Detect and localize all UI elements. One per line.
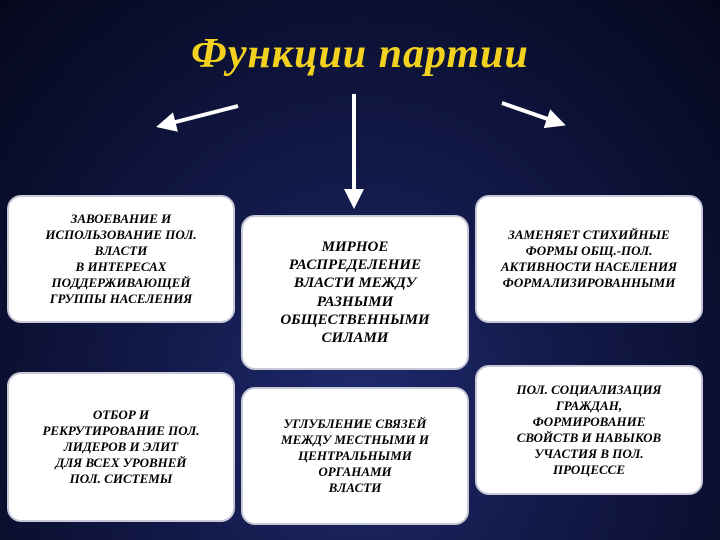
slide-title: Функции партии	[191, 31, 529, 77]
function-box-distribution: МИРНОЕ РАСПРЕДЕЛЕНИЕ ВЛАСТИ МЕЖДУ РАЗНЫМИ ОБЩЕСТВЕННЫМИ СИЛАМИ	[241, 215, 469, 370]
function-box-recruitment: ОТБОР И РЕКРУТИРОВАНИЕ ПОЛ. ЛИДЕРОВ И ЭЛИТ ДЛЯ ВСЕХ УРОВНЕЙ ПОЛ. СИСТЕМЫ	[7, 372, 235, 522]
arrow-left	[160, 106, 238, 126]
function-box-linkage: УГЛУБЛЕНИЕ СВЯЗЕЙ МЕЖДУ МЕСТНЫМИ И ЦЕНТРАЛЬНЫМИ ОРГАНАМИ ВЛАСТИ	[241, 387, 469, 525]
function-box-socialization: ПОЛ. СОЦИАЛИЗАЦИЯ ГРАЖДАН, ФОРМИРОВАНИЕ СВОЙСТВ И НАВЫКОВ УЧАСТИЯ В ПОЛ. ПРОЦЕССЕ	[475, 365, 703, 495]
arrow-right	[502, 103, 562, 124]
function-box-formalization: ЗАМЕНЯЕТ СТИХИЙНЫЕ ФОРМЫ ОБЩ.-ПОЛ. АКТИВНОСТИ НАСЕЛЕНИЯ ФОРМАЛИЗИРОВАННЫМИ	[475, 195, 703, 323]
function-box-power: ЗАВОЕВАНИЕ И ИСПОЛЬЗОВАНИЕ ПОЛ. ВЛАСТИ В ИНТЕРЕСАХ ПОДДЕРЖИВАЮЩЕЙ ГРУППЫ НАСЕЛЕНИЯ	[7, 195, 235, 323]
